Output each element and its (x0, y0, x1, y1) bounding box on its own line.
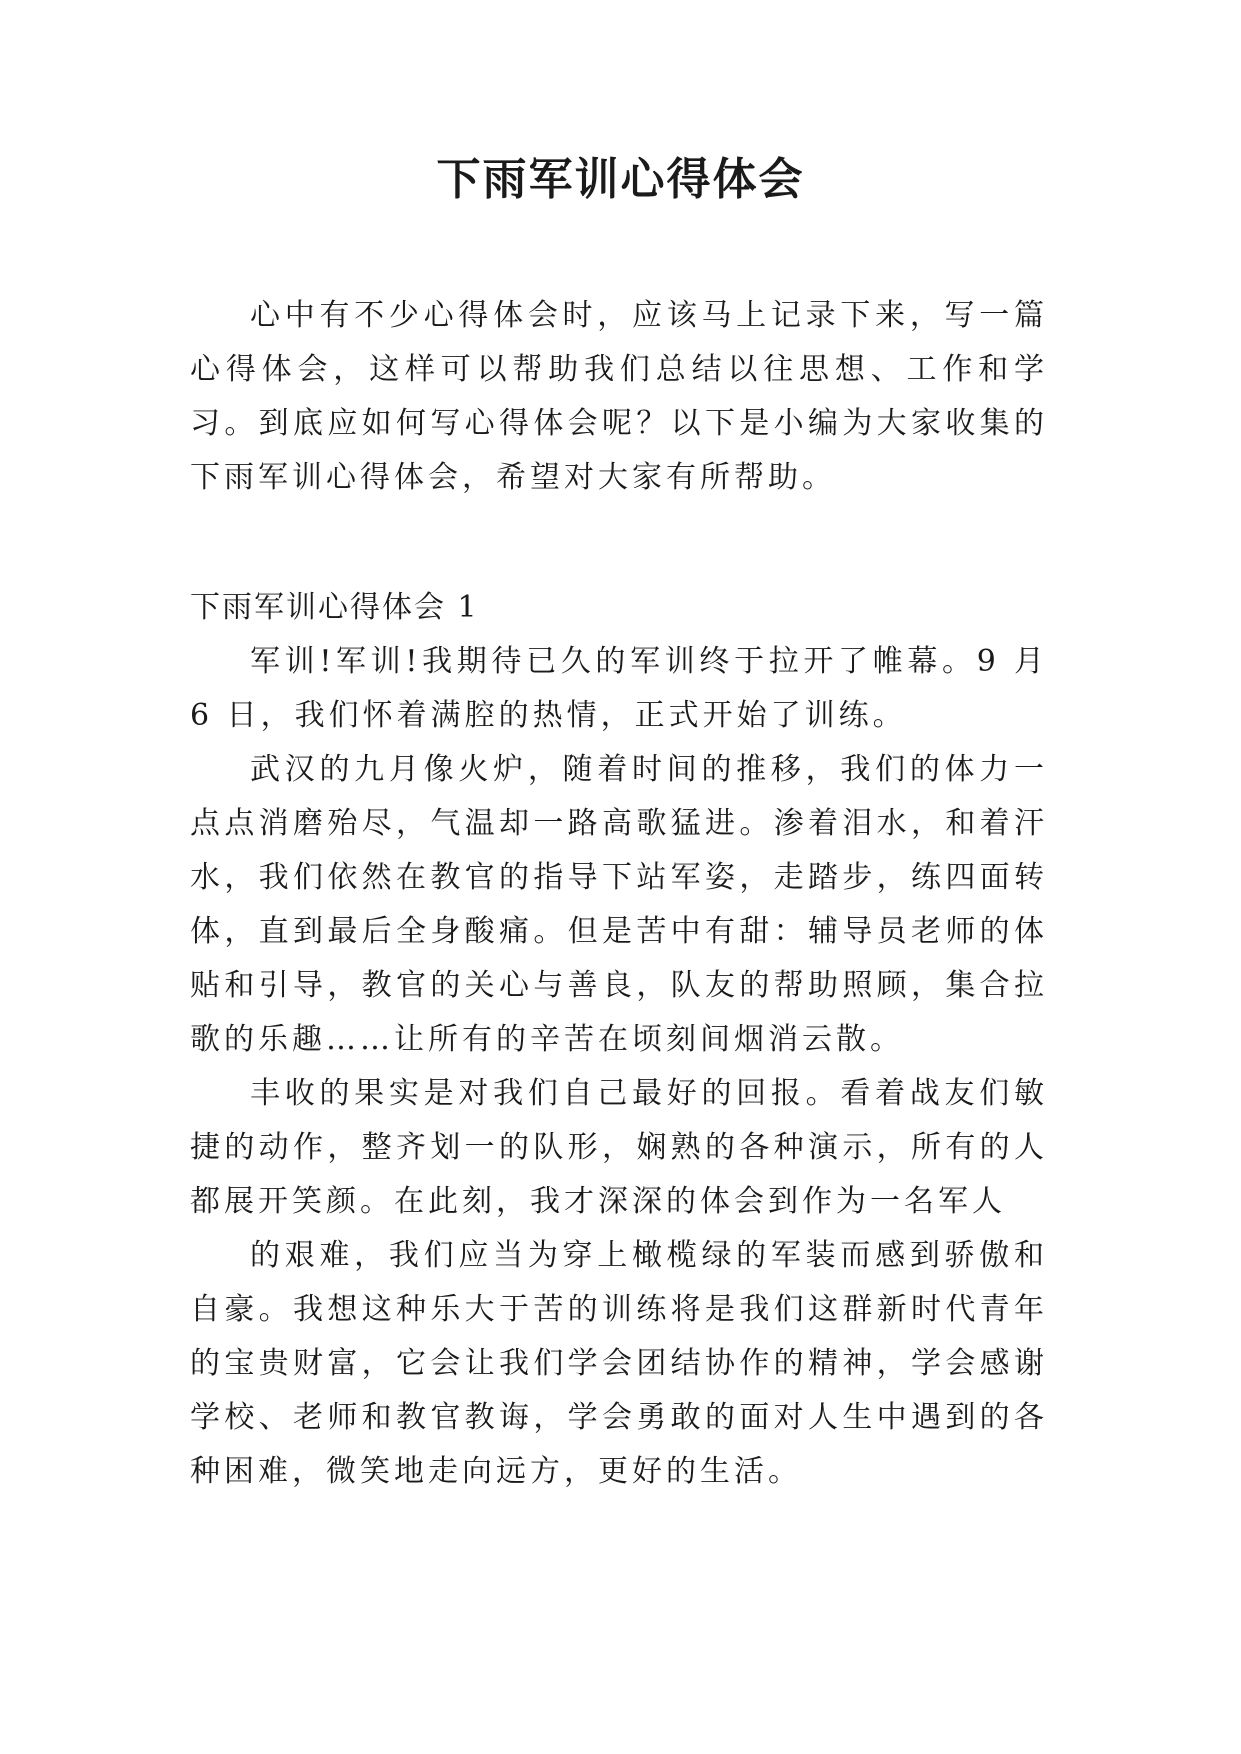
body-paragraph: 军训!军训!我期待已久的军训终于拉开了帷幕。9 月 6 日，我们怀着满腔的热情，正式开始了训练。 (190, 644, 1048, 733)
section-body (190, 635, 1048, 1499)
intro-paragraph: 心中有不少心得体会时，应该马上记录下来，写一篇心得体会，这样可以帮助我们总结以往思想、工作和学习。到底应如何写心得体会呢？以下是小编为大家收集的下雨军训心得体会，希望对大家有所帮助。 (190, 298, 1048, 495)
body-paragraph: 武汉的九月像火炉，随着时间的推移，我们的体力一点点消磨殆尽，气温却一路高歌猛进。渗着泪水，和着汗水，我们依然在教官的指导下站军姿，走踏步，练四面转体，直到最后全身酸痛。但是苦中有甜：辅导员老师的体贴和引导，教官的关心与善良，队友的帮助照顾，集合拉歌的乐趣……让所有的辛苦在顷刻间烟消云散。 (190, 752, 1048, 1057)
section-heading: 下雨军训心得体会 1 (190, 590, 479, 625)
intro-block (190, 289, 1048, 505)
document-title: 下雨军训心得体会 (436, 154, 805, 205)
body-paragraph: 丰收的果实是对我们自己最好的回报。看着战友们敏捷的动作，整齐划一的队形，娴熟的各种演示，所有的人都展开笑颜。在此刻，我才深深的体会到作为一名军人 (190, 1076, 1048, 1219)
body-paragraph: 的艰难，我们应当为穿上橄榄绿的军装而感到骄傲和自豪。我想这种乐大于苦的训练将是我们这群新时代青年的宝贵财富，它会让我们学会团结协作的精神，学会感谢学校、老师和教官教诲，学会勇敢的面对人生中遇到的各种困难，微笑地走向远方，更好的生活。 (190, 1238, 1048, 1489)
